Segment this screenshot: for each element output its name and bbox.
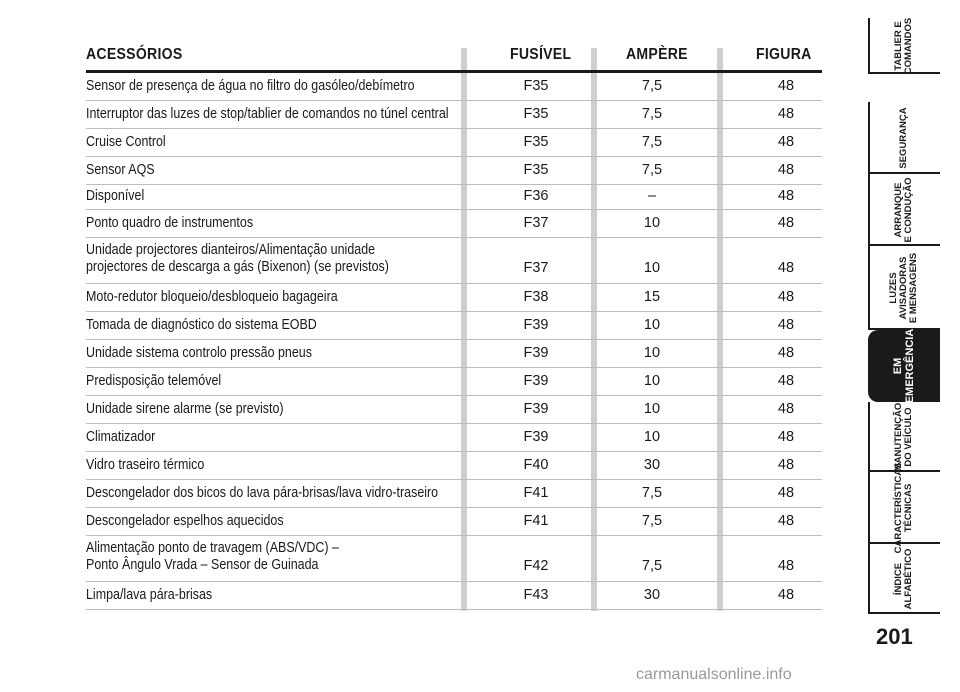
accessory-text: Unidade sirene alarme (se previsto) xyxy=(86,401,284,417)
chapter-tab-line: EMERGÊNCIA xyxy=(904,328,916,404)
accessory-text: Limpa/lava pára-brisas xyxy=(86,587,213,603)
accessory-text: Moto-redutor bloqueio/desbloqueio bagageira xyxy=(86,289,338,305)
ampere-cell: 10 xyxy=(643,215,661,231)
accessory-text: Alimentação ponto de travagem (ABS/VDC) – xyxy=(86,540,339,556)
watermark-text: carmanualsonline.info xyxy=(636,666,792,683)
accessory-cell xyxy=(86,215,408,232)
fuse-cell: F43 xyxy=(523,587,549,603)
figure-cell: 48 xyxy=(777,134,795,150)
chapter-tab-line: ALFABÉTICO xyxy=(903,548,914,610)
table-row xyxy=(86,368,822,396)
accessory-cell xyxy=(86,78,415,95)
chapter-tab-line: E CONDUÇÃO xyxy=(903,177,914,243)
table-row xyxy=(86,508,822,536)
accessory-cell xyxy=(86,401,408,418)
chapter-tab-line: EM xyxy=(892,357,904,375)
figure-cell: 48 xyxy=(777,558,795,574)
fuse-cell: F39 xyxy=(523,373,549,389)
fuse-cell: F41 xyxy=(523,485,549,501)
fuse-cell: F39 xyxy=(523,317,549,333)
accessory-cell xyxy=(86,134,408,151)
accessory-text: Sensor de presença de água no filtro do gasóleo/debímetro xyxy=(86,78,415,94)
ampere-cell: 7,5 xyxy=(641,106,663,122)
chapter-tab-line: MANUTENÇÃO xyxy=(893,402,904,472)
chapter-tab-line: ARRANQUE xyxy=(893,182,904,238)
figure-cell: 48 xyxy=(777,260,795,276)
fuse-cell: F36 xyxy=(523,188,549,204)
accessory-text: Climatizador xyxy=(86,429,156,445)
table-row xyxy=(86,157,822,185)
fuse-cell: F39 xyxy=(523,401,549,417)
chapter-tab-line: CARACTERÍSTICAS xyxy=(893,462,904,554)
fuse-cell: F35 xyxy=(523,78,549,94)
chapter-tab-line: COMANDOS xyxy=(903,17,914,75)
fuse-cell: F35 xyxy=(523,162,549,178)
figure-cell: 48 xyxy=(777,345,795,361)
chapter-tab-line: SEGURANÇA xyxy=(898,107,909,169)
table-row xyxy=(86,210,822,238)
figure-cell: 48 xyxy=(777,106,795,122)
accessory-cell xyxy=(86,540,408,574)
accessory-text: Descongelador espelhos aquecidos xyxy=(86,513,284,529)
accessory-text: Tomada de diagnóstico do sistema EOBD xyxy=(86,317,317,333)
accessory-cell xyxy=(86,188,408,205)
header-accessories: ACESSÓRIOS xyxy=(86,46,183,63)
chapter-tab-line: TÉCNICAS xyxy=(903,483,914,533)
chapter-tab[interactable] xyxy=(868,544,940,614)
table-row xyxy=(86,185,822,210)
accessory-cell xyxy=(86,289,408,306)
figure-cell: 48 xyxy=(777,513,795,529)
ampere-cell: – xyxy=(647,188,657,204)
ampere-cell: 10 xyxy=(643,429,661,445)
chapter-tab[interactable] xyxy=(868,330,940,402)
accessory-text: Vidro traseiro térmico xyxy=(86,457,205,473)
figure-cell: 48 xyxy=(777,162,795,178)
tab-separator xyxy=(868,612,940,614)
accessory-cell xyxy=(86,317,408,334)
page-number: 201 xyxy=(876,624,913,649)
figure-cell: 48 xyxy=(777,215,795,231)
header-fuse: FUSÍVEL xyxy=(510,46,572,63)
chapter-tab-label xyxy=(894,178,914,243)
accessory-text: Disponível xyxy=(86,188,145,204)
table-row xyxy=(86,582,822,610)
accessory-text: Descongelador dos bicos do lava pára-brisas/lava vidro-traseiro xyxy=(86,485,439,501)
accessory-cell xyxy=(86,457,408,474)
table-header xyxy=(86,44,822,73)
table-row xyxy=(86,340,822,368)
fuse-cell: F38 xyxy=(523,289,549,305)
ampere-cell: 10 xyxy=(643,345,661,361)
chapter-tab-label xyxy=(894,549,914,610)
fuse-cell: F42 xyxy=(523,558,549,574)
ampere-cell: 30 xyxy=(643,587,661,603)
table-row xyxy=(86,452,822,480)
table-row xyxy=(86,238,822,284)
chapter-tab[interactable] xyxy=(868,402,940,472)
figure-cell: 48 xyxy=(777,485,795,501)
table-row xyxy=(86,284,822,312)
ampere-cell: 10 xyxy=(643,260,661,276)
chapter-tab[interactable] xyxy=(868,18,940,74)
figure-cell: 48 xyxy=(777,317,795,333)
accessory-text: Ponto Ângulo Vrada – Sensor de Guinada xyxy=(86,557,319,573)
ampere-cell: 15 xyxy=(643,289,661,305)
fuse-table-body xyxy=(86,73,822,610)
figure-cell: 48 xyxy=(777,289,795,305)
accessory-text: projectores de descarga a gás (Bixenon) (se previstos) xyxy=(86,259,389,275)
fuse-cell: F41 xyxy=(523,513,549,529)
ampere-cell: 30 xyxy=(643,457,661,473)
chapter-tab-line: E MENSAGENS xyxy=(908,252,919,324)
accessory-cell xyxy=(86,485,439,502)
accessory-text: Unidade projectores dianteiros/Alimentação unidade xyxy=(86,242,376,258)
fuse-cell: F37 xyxy=(523,215,549,231)
ampere-cell: 7,5 xyxy=(641,558,663,574)
accessory-cell xyxy=(86,513,408,530)
tab-border xyxy=(868,174,870,246)
figure-cell: 48 xyxy=(777,373,795,389)
chapter-tab-label xyxy=(892,329,916,404)
chapter-tab-line: DO VEÍCULO xyxy=(903,407,914,467)
table-row xyxy=(86,536,822,582)
figure-cell: 48 xyxy=(777,587,795,603)
accessory-text: Predisposição telemóvel xyxy=(86,373,222,389)
ampere-cell: 7,5 xyxy=(641,134,663,150)
chapter-tab-label xyxy=(894,18,914,74)
accessory-cell xyxy=(86,106,449,123)
chapter-tab-line: ÍNDICE xyxy=(893,562,904,596)
header-figure: FIGURA xyxy=(756,46,812,63)
tab-border xyxy=(868,472,870,544)
fuse-cell: F35 xyxy=(523,106,549,122)
figure-cell: 48 xyxy=(777,429,795,445)
accessory-cell xyxy=(86,242,408,276)
ampere-cell: 7,5 xyxy=(641,485,663,501)
chapter-tab-label xyxy=(894,403,914,472)
figure-cell: 48 xyxy=(777,78,795,94)
chapter-tabs xyxy=(868,18,948,618)
accessory-text: Cruise Control xyxy=(86,134,166,150)
chapter-tab-line: AVISADORAS xyxy=(898,256,909,320)
chapter-tab[interactable] xyxy=(868,174,940,246)
tab-border xyxy=(868,102,870,174)
ampere-cell: 10 xyxy=(643,401,661,417)
ampere-cell: 10 xyxy=(643,317,661,333)
tab-border xyxy=(868,544,870,614)
table-row xyxy=(86,129,822,157)
figure-cell: 48 xyxy=(777,457,795,473)
table-row xyxy=(86,480,822,508)
chapter-tab[interactable] xyxy=(868,246,940,330)
ampere-cell: 10 xyxy=(643,373,661,389)
accessory-cell xyxy=(86,345,408,362)
fuse-cell: F37 xyxy=(523,260,549,276)
chapter-tab-label xyxy=(894,463,914,554)
fuse-cell: F39 xyxy=(523,345,549,361)
chapter-tab-label xyxy=(889,253,919,323)
accessory-text: Unidade sistema controlo pressão pneus xyxy=(86,345,312,361)
figure-cell: 48 xyxy=(777,401,795,417)
fuse-cell: F40 xyxy=(523,457,549,473)
ampere-cell: 7,5 xyxy=(641,162,663,178)
tab-border xyxy=(868,18,870,74)
tab-border xyxy=(868,246,870,330)
fuse-cell: F39 xyxy=(523,429,549,445)
tab-border xyxy=(868,402,870,472)
accessory-text: Ponto quadro de instrumentos xyxy=(86,215,254,231)
table-row xyxy=(86,73,822,101)
accessory-cell xyxy=(86,162,408,179)
chapter-tab[interactable] xyxy=(868,462,940,554)
table-row xyxy=(86,396,822,424)
accessory-cell xyxy=(86,373,408,390)
chapter-tab[interactable] xyxy=(868,102,940,174)
header-ampere: AMPÈRE xyxy=(626,46,688,63)
chapter-tab-label xyxy=(899,107,909,168)
ampere-cell: 7,5 xyxy=(641,78,663,94)
table-row xyxy=(86,312,822,340)
chapter-tab-line: TABLIER E xyxy=(893,21,904,71)
accessory-text: Interruptor das luzes de stop/tablier de comandos no túnel central xyxy=(86,106,449,122)
accessory-cell xyxy=(86,429,408,446)
accessory-text: Sensor AQS xyxy=(86,162,155,178)
figure-cell: 48 xyxy=(777,188,795,204)
fuse-cell: F35 xyxy=(523,134,549,150)
chapter-tab-line: LUZES xyxy=(888,272,899,304)
accessory-cell xyxy=(86,587,408,604)
table-row xyxy=(86,424,822,452)
ampere-cell: 7,5 xyxy=(641,513,663,529)
table-row xyxy=(86,101,822,129)
